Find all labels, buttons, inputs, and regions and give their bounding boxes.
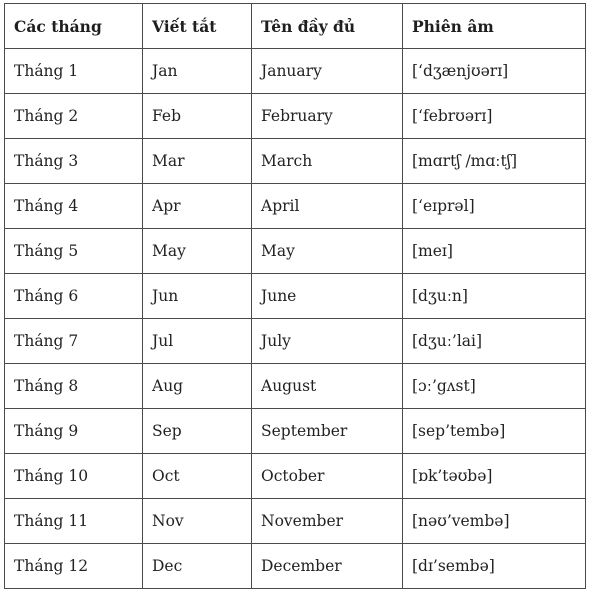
- table-row: [5, 49, 586, 94]
- table-body: [5, 49, 586, 589]
- table-header: [5, 4, 586, 49]
- full-name-cell: May: [252, 229, 403, 274]
- abbreviation-cell: Feb: [143, 94, 252, 139]
- pronunciation-cell: [‘febrʊərɪ]: [403, 94, 586, 139]
- pronunciation-cell: [dɪ’sembə]: [403, 544, 586, 589]
- full-name-cell: December: [252, 544, 403, 589]
- pronunciation-cell: [dʒuː’lai]: [403, 319, 586, 364]
- pronunciation-cell: [‘eɪprəl]: [403, 184, 586, 229]
- month-cell: Tháng 8: [5, 364, 143, 409]
- month-cell: Tháng 4: [5, 184, 143, 229]
- table-row: [5, 364, 586, 409]
- pronunciation-cell: [meɪ]: [403, 229, 586, 274]
- table-row: [5, 139, 586, 184]
- month-cell: Tháng 3: [5, 139, 143, 184]
- month-cell: Tháng 12: [5, 544, 143, 589]
- full-name-cell: March: [252, 139, 403, 184]
- full-name-cell: November: [252, 499, 403, 544]
- header-abbreviation: Viết tắt: [143, 4, 252, 49]
- month-cell: Tháng 6: [5, 274, 143, 319]
- table-row: [5, 94, 586, 139]
- header-months: Các tháng: [5, 4, 143, 49]
- pronunciation-cell: [dʒuːn]: [403, 274, 586, 319]
- full-name-cell: January: [252, 49, 403, 94]
- table-row: [5, 409, 586, 454]
- month-cell: Tháng 7: [5, 319, 143, 364]
- header-full-name: Tên đầy đủ: [252, 4, 403, 49]
- header-row: [5, 4, 586, 49]
- month-cell: Tháng 11: [5, 499, 143, 544]
- pronunciation-cell: [sep’tembə]: [403, 409, 586, 454]
- table-row: [5, 229, 586, 274]
- month-cell: Tháng 5: [5, 229, 143, 274]
- abbreviation-cell: Sep: [143, 409, 252, 454]
- abbreviation-cell: Jan: [143, 49, 252, 94]
- month-cell: Tháng 10: [5, 454, 143, 499]
- table-row: [5, 454, 586, 499]
- abbreviation-cell: Jun: [143, 274, 252, 319]
- month-cell: Tháng 2: [5, 94, 143, 139]
- abbreviation-cell: Mar: [143, 139, 252, 184]
- full-name-cell: August: [252, 364, 403, 409]
- abbreviation-cell: Dec: [143, 544, 252, 589]
- pronunciation-cell: [mɑrtʃ /mɑːtʃ]: [403, 139, 586, 184]
- month-cell: Tháng 1: [5, 49, 143, 94]
- pronunciation-cell: [‘dʒænjʊərɪ]: [403, 49, 586, 94]
- abbreviation-cell: Nov: [143, 499, 252, 544]
- pronunciation-cell: [nəʊ’vembə]: [403, 499, 586, 544]
- table-row: [5, 544, 586, 589]
- full-name-cell: April: [252, 184, 403, 229]
- full-name-cell: October: [252, 454, 403, 499]
- abbreviation-cell: Apr: [143, 184, 252, 229]
- months-table: [4, 3, 586, 589]
- full-name-cell: September: [252, 409, 403, 454]
- month-cell: Tháng 9: [5, 409, 143, 454]
- pronunciation-cell: [ɒk’təʊbə]: [403, 454, 586, 499]
- abbreviation-cell: Oct: [143, 454, 252, 499]
- abbreviation-cell: Jul: [143, 319, 252, 364]
- header-pronunciation: Phiên âm: [403, 4, 586, 49]
- full-name-cell: July: [252, 319, 403, 364]
- full-name-cell: February: [252, 94, 403, 139]
- pronunciation-cell: [ɔː’gʌst]: [403, 364, 586, 409]
- table-row: [5, 274, 586, 319]
- table-row: [5, 499, 586, 544]
- table-row: [5, 319, 586, 364]
- abbreviation-cell: Aug: [143, 364, 252, 409]
- full-name-cell: June: [252, 274, 403, 319]
- abbreviation-cell: May: [143, 229, 252, 274]
- table-row: [5, 184, 586, 229]
